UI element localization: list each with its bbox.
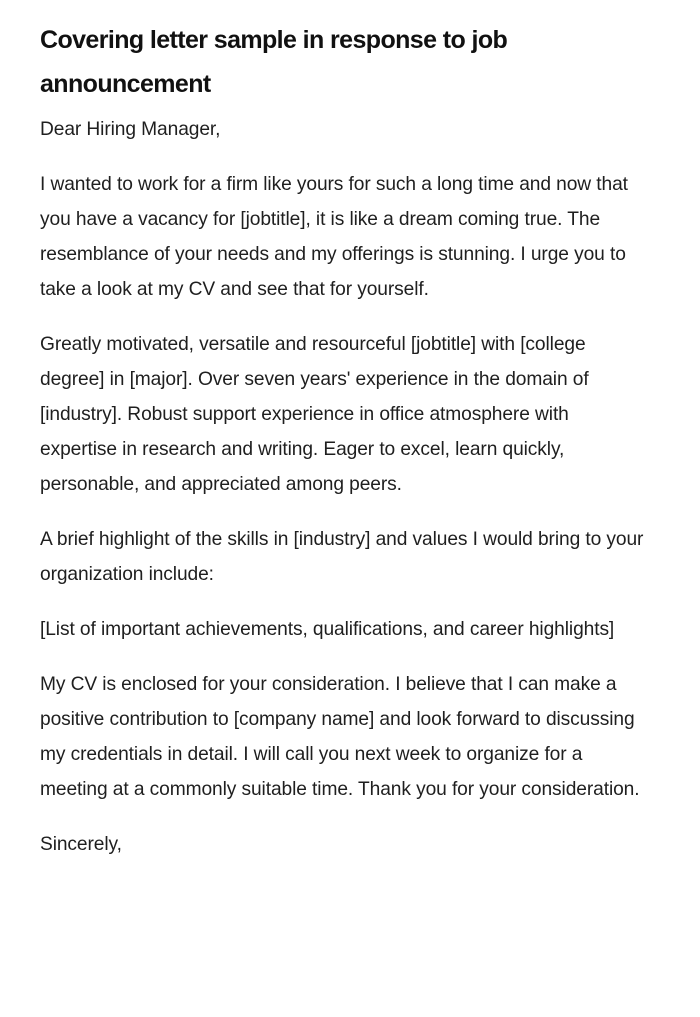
- closing-signoff: Sincerely,: [40, 834, 122, 855]
- salutation: Dear Hiring Manager,: [40, 119, 221, 140]
- paragraph-closing-remarks: My CV is enclosed for your consideration. I believe that I can make a positive contribution to [company name] and look forward to discussing my credentials in detail. I will call you next week to organize for a meeting at a commonly suitable time. Thank you for your consideration.: [40, 674, 640, 800]
- paragraph-achievements-list: [List of important achievements, qualifications, and career highlights]: [40, 619, 615, 640]
- paragraph-qualifications: Greatly motivated, versatile and resourceful [jobtitle] with [college degree] in [major]. Over seven years' experience in the domain of [industry]. Robust support experience in office atmosphere with expertise in research and writing. Eager to excel, learn quickly, personable, and appreciated among peers.: [40, 334, 589, 495]
- document-title: Covering letter sample in response to job announcement: [40, 26, 508, 98]
- paragraph-intro: I wanted to work for a firm like yours for such a long time and now that you have a vacancy for [jobtitle], it is like a dream coming true. The resemblance of your needs and my offerings is stunning. I urge you to take a look at my CV and see that for yourself.: [40, 174, 628, 300]
- paragraph-skills-intro: A brief highlight of the skills in [industry] and values I would bring to your organization include:: [40, 529, 644, 585]
- letter-document: [40, 18, 650, 862]
